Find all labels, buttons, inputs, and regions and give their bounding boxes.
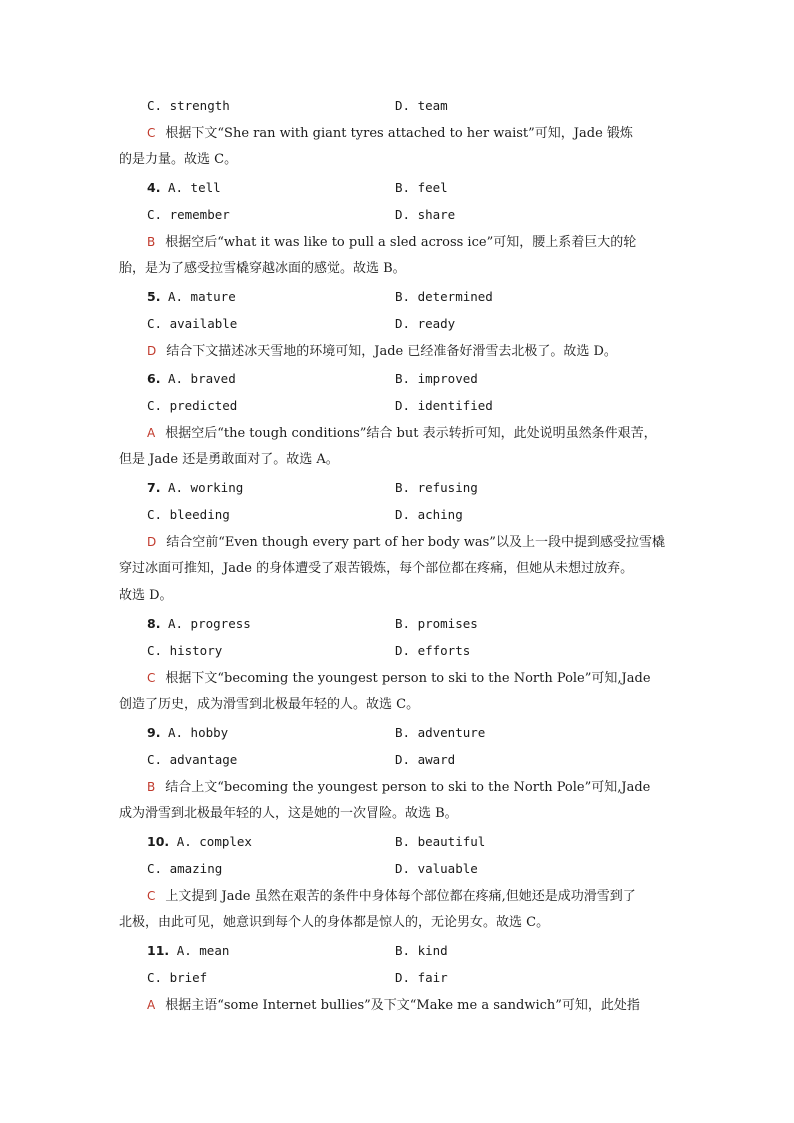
option-a: 4. A. tell [147,180,221,195]
option-c: C. amazing [147,861,223,876]
explanation-line: A 根据空后“the tough conditions”结合 but 表示转折可知，此处说明虽然条件艰苦， [147,426,657,441]
option-d: D. identified [395,398,493,413]
option-c: C. strength [147,98,230,113]
option-b: B. adventure [395,725,486,740]
option-c: C. remember [147,207,230,222]
explanation-line: 胎，是为了感受拉雪橇穿越冰面的感觉。故选 B。 [119,261,406,276]
option-b: B. determined [395,289,493,304]
explanation-line: 故选 D。 [119,588,173,603]
answer-letter: D [147,344,157,358]
explanation-line: 北极，由此可见，她意识到每个人的身体都是惊人的，无论男女。故选 C。 [119,915,550,930]
option-d: D. fair [395,970,448,985]
explanation-line: B 结合上文“becoming the youngest person to ski to the North Pole”可知,Jade [147,780,651,795]
explanation-line: 穿过冰面可推知，Jade 的身体遭受了艰苦锻炼，每个部位都在疼痛，但她从未想过放弃。 [119,561,634,576]
explanation-line: C 根据下文“becoming the youngest person to ski to the North Pole”可知,Jade [147,671,651,686]
answer-letter: C [147,671,156,685]
explanation-line: D 结合下文描述冰天雪地的环境可知，Jade 已经准备好滑雪去北极了。故选 D。 [147,344,617,359]
explanation-line: B 根据空后“what it was like to pull a sled across ice”可知，腰上系着巨大的轮 [147,235,637,250]
option-c: C. history [147,643,223,658]
explanation-line: 创造了历史，成为滑雪到北极最年轻的人。故选 C。 [119,697,420,712]
option-a: 7. A. working [147,480,244,495]
explanation-line: C 上文提到 Jade 虽然在艰苦的条件中身体每个部位都在疼痛,但她还是成功滑雪到了 [147,889,636,904]
explanation-line: C 根据下文“She ran with giant tyres attached to her waist”可知，Jade 锻炼 [147,126,633,141]
option-d: D. team [395,98,448,113]
option-d: D. share [395,207,456,222]
answer-letter: A [147,998,156,1012]
answer-letter: C [147,889,156,903]
answer-letter: B [147,780,156,794]
option-d: D. valuable [395,861,478,876]
option-b: B. improved [395,371,478,386]
option-a: 9. A. hobby [147,725,229,740]
explanation-line: 成为滑雪到北极最年轻的人，这是她的一次冒险。故选 B。 [119,806,458,821]
answer-letter: B [147,235,156,249]
explanation-line: A 根据主语“some Internet bullies”及下文“Make me a sandwich”可知，此处指 [147,998,640,1013]
option-a: 5. A. mature [147,289,236,304]
explanation-line: 但是 Jade 还是勇敢面对了。故选 A。 [119,452,339,467]
option-b: B. refusing [395,480,478,495]
option-b: B. kind [395,943,448,958]
explanation-line: 的是力量。故选 C。 [119,152,238,167]
option-d: D. aching [395,507,463,522]
option-a: 8. A. progress [147,616,251,631]
option-d: D. ready [395,316,456,331]
option-a: 6. A. braved [147,371,236,386]
option-a: 10. A. complex [147,834,252,849]
option-b: B. beautiful [395,834,486,849]
option-d: D. award [395,752,456,767]
option-b: B. promises [395,616,478,631]
answer-letter: C [147,126,156,140]
option-a: 11. A. mean [147,943,230,958]
option-c: C. bleeding [147,507,230,522]
explanation-line: D 结合空前“Even though every part of her body was”以及上一段中提到感受拉雪橇 [147,535,665,550]
option-b: B. feel [395,180,448,195]
option-d: D. efforts [395,643,471,658]
answer-letter: D [147,535,157,549]
option-c: C. brief [147,970,208,985]
option-c: C. available [147,316,238,331]
option-c: C. predicted [147,398,238,413]
answer-letter: A [147,426,156,440]
option-c: C. advantage [147,752,238,767]
